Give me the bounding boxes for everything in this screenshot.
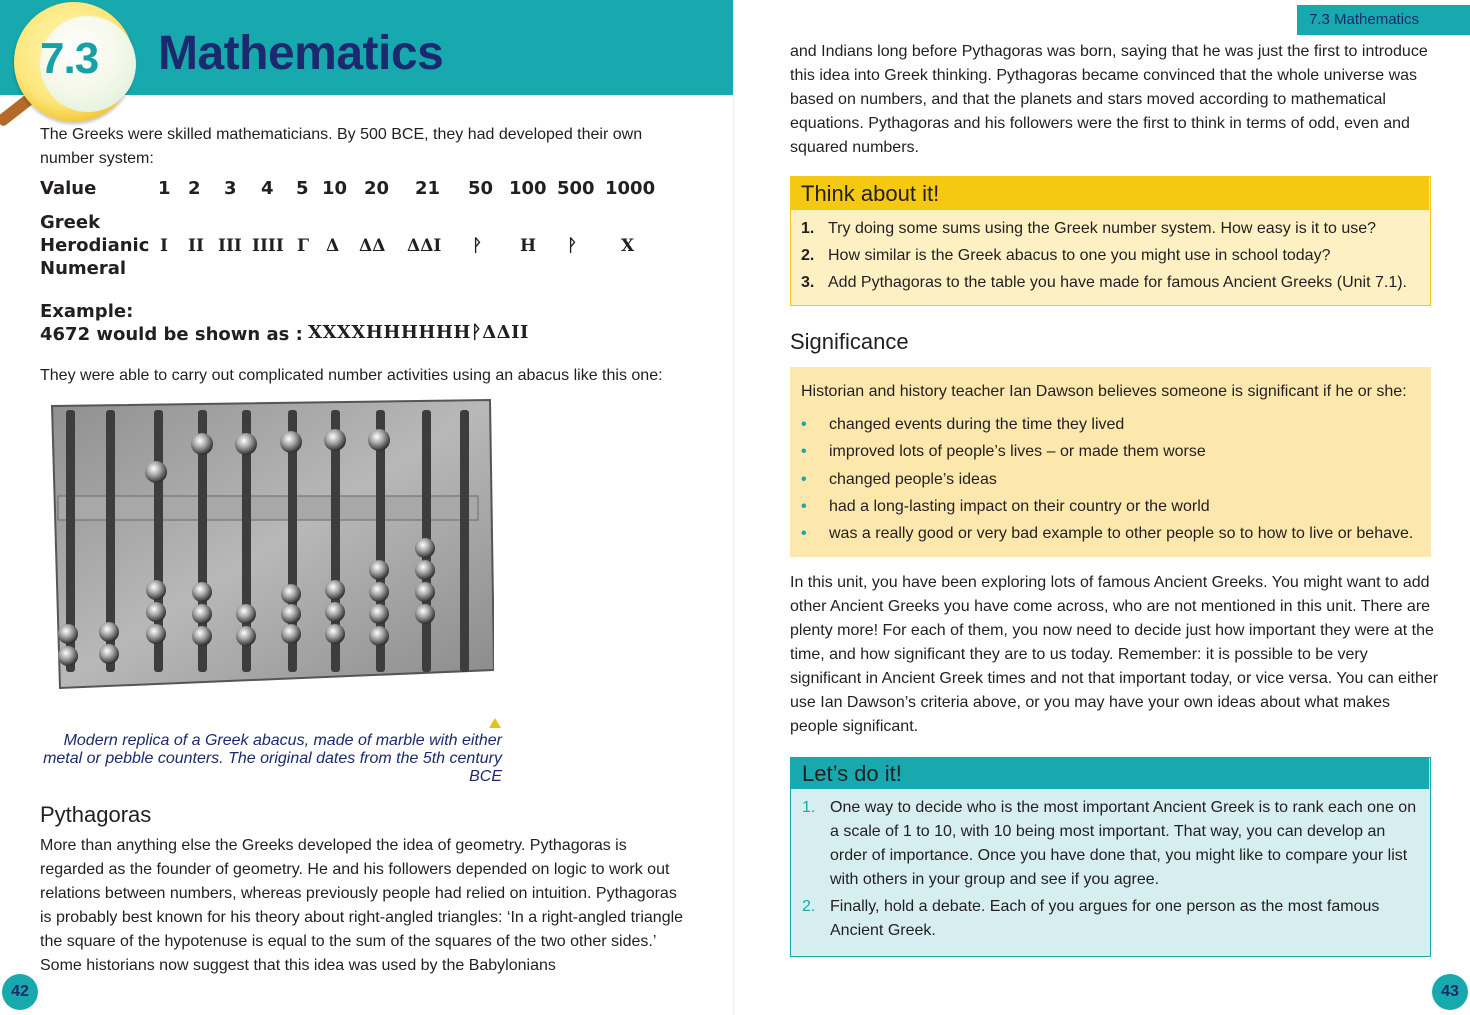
example-numeral: ΧΧΧΧΗΗΗΗΗΗᚹΔΔΙΙ [308, 322, 529, 343]
significance-list [801, 411, 1421, 547]
numeral-row-label-1: Greek [40, 212, 101, 233]
pythagoras-heading: Pythagoras [40, 802, 152, 827]
numeral-cell: ΔΔ [359, 236, 386, 256]
value-cell: 21 [415, 178, 441, 199]
list-item: • was a really good or very bad example to other people so to how to live or behave. [801, 520, 1421, 547]
value-cell: 500 [557, 178, 595, 199]
abacus-photo [48, 398, 494, 698]
value-cell: 3 [224, 178, 237, 199]
page-number-left: 42 [2, 974, 38, 1010]
value-cell: 50 [468, 178, 494, 199]
numeral-row-label-2: Herodianic [40, 235, 150, 256]
bullet-icon: • [801, 525, 807, 543]
numeral-cell: Η [520, 236, 537, 256]
list-item: 2. How similar is the Greek abacus to one you might use in school today? [801, 247, 1331, 264]
significance-box [790, 367, 1431, 557]
unit-number: 7.3 [40, 34, 99, 83]
list-item: 1. Try doing some sums using the Greek number system. How easy is it to use? [801, 220, 1377, 237]
list-item: • improved lots of people’s lives – or made them worse [801, 438, 1421, 465]
running-head: 7.3 Mathematics [1297, 5, 1470, 35]
significance-heading: Significance [790, 329, 909, 354]
list-item: 2. Finally, hold a debate. Each of you argues for one person as the most famous Ancient Greek. [802, 898, 1380, 939]
example-label-line1: Example: [40, 301, 134, 322]
bullet-icon: • [801, 497, 807, 515]
bullet-icon: • [801, 470, 807, 488]
abacus-intro: They were able to carry out complicated number activities using an abacus like this one: [40, 367, 663, 384]
list-item: 3. Add Pythagoras to the table you have made for famous Ancient Greeks (Unit 7.1). [801, 274, 1407, 291]
numeral-cell: Χ [621, 236, 635, 256]
page-number-right: 43 [1432, 974, 1468, 1010]
value-cell: 100 [509, 178, 547, 199]
value-cell: 10 [322, 178, 348, 199]
numeral-cell: Γ [297, 236, 310, 256]
list-item: • changed events during the time they lived [801, 411, 1421, 438]
continued-paragraph: and Indians long before Pythagoras was born, saying that he was just the first to introduce this idea into Greek thinking. Pythagoras became convinced that the whole universe was based on numbers, and that the planets and stars moved according to mathematical equations. Pythagoras and his followers were the first to think in terms of odd, even and squared numbers. [790, 43, 1428, 156]
numeral-cell: ΙΙΙ [218, 236, 242, 256]
pythagoras-paragraph: More than anything else the Greeks developed the idea of geometry. Pythagoras is regarded as the founder of geometry. He and his followers depended on logic to work out relations between numbers, whereas previously people had relied on intuition. Pythagoras is probably best known for his theory about right-angled triangles: ‘In a right-angled triangle the square of the hypotenuse is equal to the sum of the squares of the two other sides.’ Some historians now suggest that this idea was used by the Babylonians [40, 837, 684, 974]
lets-do-it-box [790, 757, 1431, 957]
value-cell: 1000 [605, 178, 656, 199]
list-item: • changed people’s ideas [801, 466, 1421, 493]
significance-intro: Historian and history teacher Ian Dawson believes someone is significant if he or she: [801, 383, 1407, 400]
numeral-cell: Ι [160, 236, 168, 256]
value-row-label: Value [40, 178, 97, 199]
value-cell: 20 [364, 178, 390, 199]
lets-heading: Let’s do it! [791, 758, 1429, 789]
intro-paragraph: The Greeks were skilled mathematicians. By 500 BCE, they had developed their own number system: [40, 126, 643, 167]
think-heading: Think about it! [791, 177, 1429, 210]
value-cell: 5 [296, 178, 309, 199]
numeral-cell: ΙΙ [188, 236, 204, 256]
abacus-caption: Modern replica of a Greek abacus, made of marble with either metal or pebble counters. The original dates from the 5th century BCE [43, 732, 502, 785]
value-cell: 4 [261, 178, 274, 199]
bullet-icon: • [801, 443, 807, 461]
value-cell: 2 [188, 178, 201, 199]
example-label [40, 300, 303, 346]
bullet-icon: • [801, 416, 807, 433]
numeral-row-label-3: Numeral [40, 258, 127, 279]
numeral-cell: ᚹ [567, 236, 578, 256]
numeral-cell: Δ [326, 236, 340, 256]
think-about-it-box [790, 176, 1431, 306]
think-list [801, 215, 1421, 296]
numeral-cell: ΙΙΙΙ [252, 236, 284, 256]
value-cell: 1 [158, 178, 171, 199]
lets-list [802, 796, 1422, 946]
numeral-cell: ΔΔΙ [407, 236, 442, 256]
list-item: • had a long-lasting impact on their country or the world [801, 493, 1421, 520]
list-item: 1. One way to decide who is the most important Ancient Greek is to rank each one on a scale of 1 to 10, with 10 being most important. That way, you can develop an order of importance. Once you have done that, you might like to compare your list with others in your group and see if you agree. [802, 799, 1417, 888]
example-label-line2: 4672 would be shown as : [40, 324, 303, 345]
unit-title: Mathematics [158, 27, 444, 80]
caption-marker-icon [489, 718, 501, 728]
unit-paragraph: In this unit, you have been exploring lots of famous Ancient Greeks. You might want to add other Ancient Greeks you have come across, who are not mentioned in this unit. There are plenty more! For each of them, you now need to decide just how important they were at the time, and how significant they are to us today. Remember: it is possible to be very significant in Ancient Greek times and not that important today, or vice versa. You can either use Ian Dawson’s criteria above, or you may have your own ideas about what makes people significant. [790, 574, 1439, 735]
numeral-cell: ᚹ [472, 236, 483, 256]
